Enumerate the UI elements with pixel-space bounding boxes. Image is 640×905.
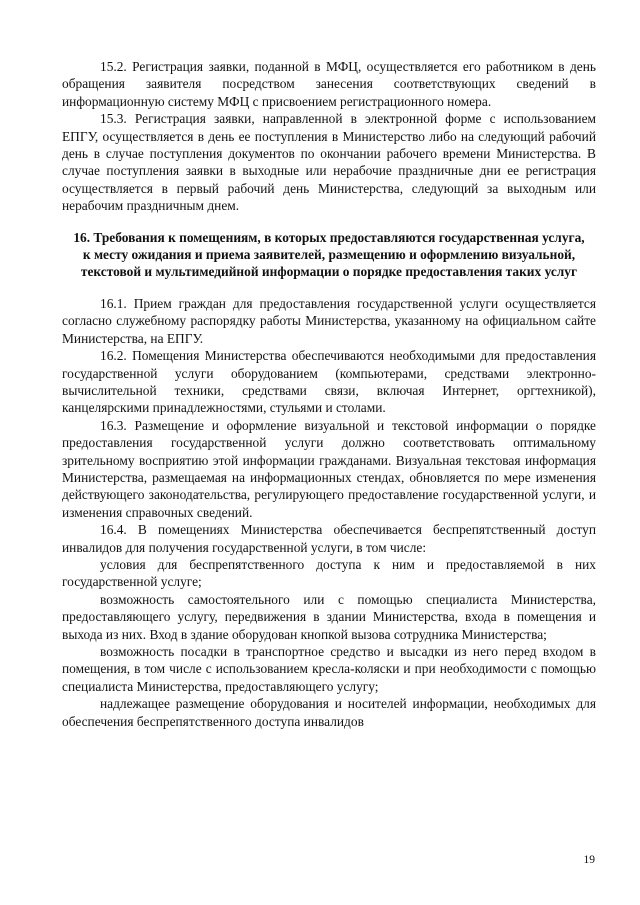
paragraph-16-3: 16.3. Размещение и оформление визуальной и текстовой информации о порядке предоставления государственной услуги должно соответствовать оптимальному зрительному восприятию этой информации гражданами. Визуальная текстовая информация Министерства, размещаемая на информационных стендах, обновляется по мере изменения действующего законодательства, регулирующего предоставление государственной услуги, и изменения справочных сведений. [62, 417, 596, 520]
list-item-equipment: надлежащее размещение оборудования и носителей информации, необходимых для обеспечения беспрепятственного доступа инвалидов [62, 696, 596, 729]
paragraph-16-4: 16.4. В помещениях Министерства обеспечивается беспрепятственный доступ инвалидов для получения государственной услуги, в том числе: [62, 522, 596, 555]
paragraph-15-3: 15.3. Регистрация заявки, направленной в электронной форме с использованием ЕПГУ, осуществляется в день ее поступления в Министерство либо на следующий рабочий день в случае поступления документов по окончании рабочего времени Министерства. В случае поступления заявки в выходные или нерабочие праздничные дни ее регистрация осуществляется в первый рабочий день Министерства, следующий за выходным или нерабочим праздничным днем. [62, 111, 596, 214]
paragraph-15-2: 15.2. Регистрация заявки, поданной в МФЦ, осуществляется его работником в день обращения заявителя посредством занесения соответствующих сведений в информационную систему МФЦ с присвоением регистрационного номера. [62, 59, 596, 109]
section-16-heading: 16. Требования к помещениям, в которых предоставляются государственная услуга, к месту ожидания и приема заявителей, размещению и оформлению визуальной, текстовой и мультимедийной информации о порядке предоставления таких услуг [73, 229, 585, 280]
paragraph-16-2: 16.2. Помещения Министерства обеспечиваются необходимыми для предоставления государственной услуги оборудованием (компьютерами, средствами электронно-вычислительной техники, средствами связи, включая Интернет, оргтехникой), канцелярскими принадлежностями, стульями и столами. [62, 348, 596, 416]
list-item-movement: возможность самостоятельного или с помощью специалиста Министерства, предоставляющего услугу, передвижения в здании Министерства, входа в помещения и выхода из них. Вход в здание оборудован кнопкой вызова сотрудника Министерства; [62, 591, 596, 642]
document-page [62, 58, 596, 730]
paragraph-16-1: 16.1. Прием граждан для предоставления государственной услуги осуществляется согласно служебному распорядку работы Министерства, указанному на официальном сайте Министерства, на ЕПГУ. [62, 295, 596, 346]
list-item-transport: возможность посадки в транспортное средство и высадки из него перед входом в помещения, в том числе с использованием кресла-коляски и при необходимости с помощью специалиста Министерства, предоставляющего услугу; [62, 644, 596, 694]
list-item-access-conditions: условия для беспрепятственного доступа к ним и предоставляемой в них государственной услуге; [62, 556, 596, 590]
page-number: 19 [583, 854, 595, 866]
